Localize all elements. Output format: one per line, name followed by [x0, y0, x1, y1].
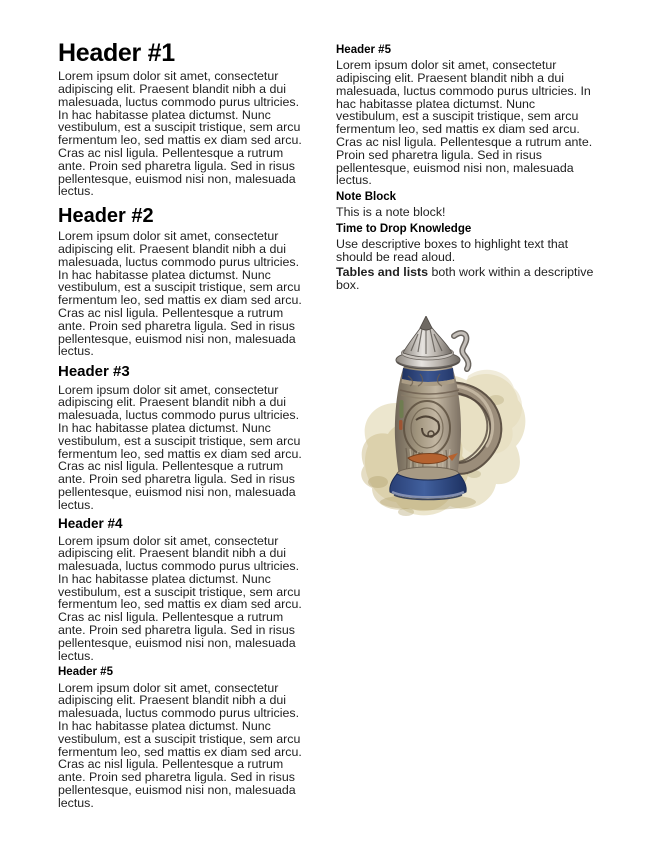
beer-stein-illustration — [348, 316, 528, 526]
section-header-5-left — [58, 666, 310, 809]
paragraph: Lorem ipsum dolor sit amet, consectetur adipiscing elit. Praesent blandit nibh a dui malesuada, luctus commodo purus ultricies. In hac habitasse platea dictumst. Nunc vestibulum, est a suscipit tristique, sem arcu fermentum leo, sed mattis ex diam sed arcu. Cras ac nisl ligula. Pellentesque a rutrum ante. Proin sed pharetra ligula. Sed in risus pellentesque, euismod nisi non, malesuada lectus. — [58, 382, 302, 512]
heading-3: Header #3 — [58, 363, 130, 381]
paragraph: Lorem ipsum dolor sit amet, consectetur adipiscing elit. Praesent blandit nibh a dui malesuada, luctus commodo purus ultricies. In hac habitasse platea dictumst. Nunc vestibulum, est a suscipit tristique, sem arcu fermentum leo, sed mattis ex diam sed arcu. Cras ac nisl ligula. Pellentesque a rutrum ante. Proin sed pharetra ligula. Sed in risus pellentesque, euismod nisi non, malesuada lectus. — [58, 680, 302, 810]
heading-5: Header #5 — [58, 666, 113, 679]
note-block-text: This is a note block! — [336, 205, 446, 220]
tables-lists-bold: Tables and lists — [336, 265, 429, 280]
section-header-1 — [58, 40, 310, 198]
beer-stein-icon — [348, 316, 528, 526]
paragraph: Lorem ipsum dolor sit amet, consectetur adipiscing elit. Praesent blandit nibh a dui malesuada, luctus commodo purus ultricies. In hac habitasse platea dictumst. Nunc vestibulum, est a suscipit tristique, sem arcu fermentum leo, sed mattis ex diam sed arcu. Cras ac nisl ligula. Pellentesque a rutrum ante. Proin sed pharetra ligula. Sed in risus pellentesque, euismod nisi non, malesuada lectus. — [58, 229, 302, 359]
section-header-2 — [58, 205, 310, 358]
section-header-4 — [58, 517, 310, 663]
paragraph: Lorem ipsum dolor sit amet, consectetur adipiscing elit. Praesent blandit nibh a dui malesuada, luctus commodo purus ultricies. In hac habitasse platea dictumst. Nunc vestibulum, est a suscipit tristique, sem arcu fermentum leo, sed mattis ex diam sed arcu. Cras ac nisl ligula. Pellentesque a rutrum ante. Proin sed pharetra ligula. Sed in risus pellentesque, euismod nisi non, malesuada lectus. — [58, 69, 302, 199]
heading-1: Header #1 — [58, 39, 175, 67]
heading-4: Header #4 — [58, 515, 123, 531]
knowledge-block — [336, 223, 598, 291]
paragraph: Lorem ipsum dolor sit amet, consectetur adipiscing elit. Praesent blandit nibh a dui malesuada, luctus commodo purus ultricies. In hac habitasse platea dictumst. Nunc vestibulum, est a suscipit tristique, sem arcu fermentum leo, sed mattis ex diam sed arcu. Cras ac nisl ligula. Pellentesque a rutrum ante. Proin sed pharetra ligula. Sed in risus pellentesque, euismod nisi non, malesuada lectus. — [336, 58, 593, 188]
left-column — [58, 40, 310, 844]
tables-lists-text — [336, 266, 598, 292]
knowledge-text: Use descriptive boxes to highlight text that should be read aloud. — [336, 237, 569, 265]
right-column — [336, 40, 598, 844]
heading-2: Header #2 — [58, 205, 154, 228]
section-header-3 — [58, 364, 310, 511]
heading-5: Header #5 — [336, 44, 391, 56]
tables-lists-rest: both work within a descriptive box. — [336, 265, 594, 292]
paragraph: Lorem ipsum dolor sit amet, consectetur adipiscing elit. Praesent blandit nibh a dui malesuada, luctus commodo purus ultricies. In hac habitasse platea dictumst. Nunc vestibulum, est a suscipit tristique, sem arcu fermentum leo, sed mattis ex diam sed arcu. Cras ac nisl ligula. Pellentesque a rutrum ante. Proin sed pharetra ligula. Sed in risus pellentesque, euismod nisi non, malesuada lectus. — [58, 533, 302, 663]
note-block — [336, 191, 598, 219]
knowledge-label: Time to Drop Knowledge — [336, 223, 472, 236]
section-header-5-right — [336, 44, 598, 187]
note-block-label: Note Block — [336, 191, 397, 204]
